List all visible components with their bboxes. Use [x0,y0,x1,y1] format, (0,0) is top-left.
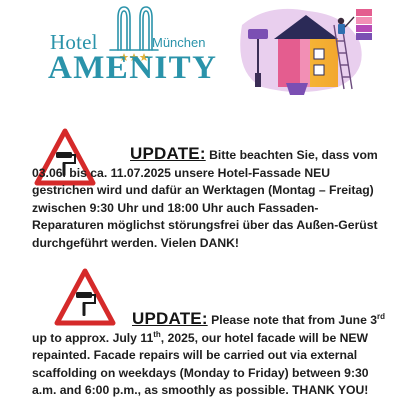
hotel-logo [0,0,240,90]
painting-house-illustration [228,3,380,95]
ordinal-suffix-th: th [153,329,161,339]
notice-german [32,145,388,253]
logo-city-word: München [152,35,206,50]
notice-english-text-2: up to approx. July 11 [32,330,154,345]
logo-hotel-word: Hotel [50,30,98,54]
update-heading-de: UPDATE: [130,144,206,163]
update-heading-en: UPDATE: [132,309,208,328]
notice-english-text-1: Please note that from June 3 [211,313,378,327]
ordinal-suffix-rd: rd [377,312,386,321]
notice-german-text: Bitte beachten Sie, dass vom 03.06. bis ca. 11.07.2025 unsere Hotel-Fassade NEU gestrichen wird und dafür an Werktagen (Montag – Freitag) zwischen 9:30 Uhr und 18:00 Uhr auch Fassaden-Reparaturen möglichst störungsfrei über das Außen-Gerüst durchgeführt werden. Vielen DANK! [32,148,378,250]
notice-english [32,310,388,400]
logo-brand-word: AMENITY [48,50,218,86]
notice-english-text-3: , 2025, our hotel facade will be NEW repainted. Facade repairs will be carried out via external scaffolding on weekdays (Monday to Friday) between 9:30 a.m. and 6:00 p.m., as smoothly as possible. THANK YOU! [32,330,369,398]
